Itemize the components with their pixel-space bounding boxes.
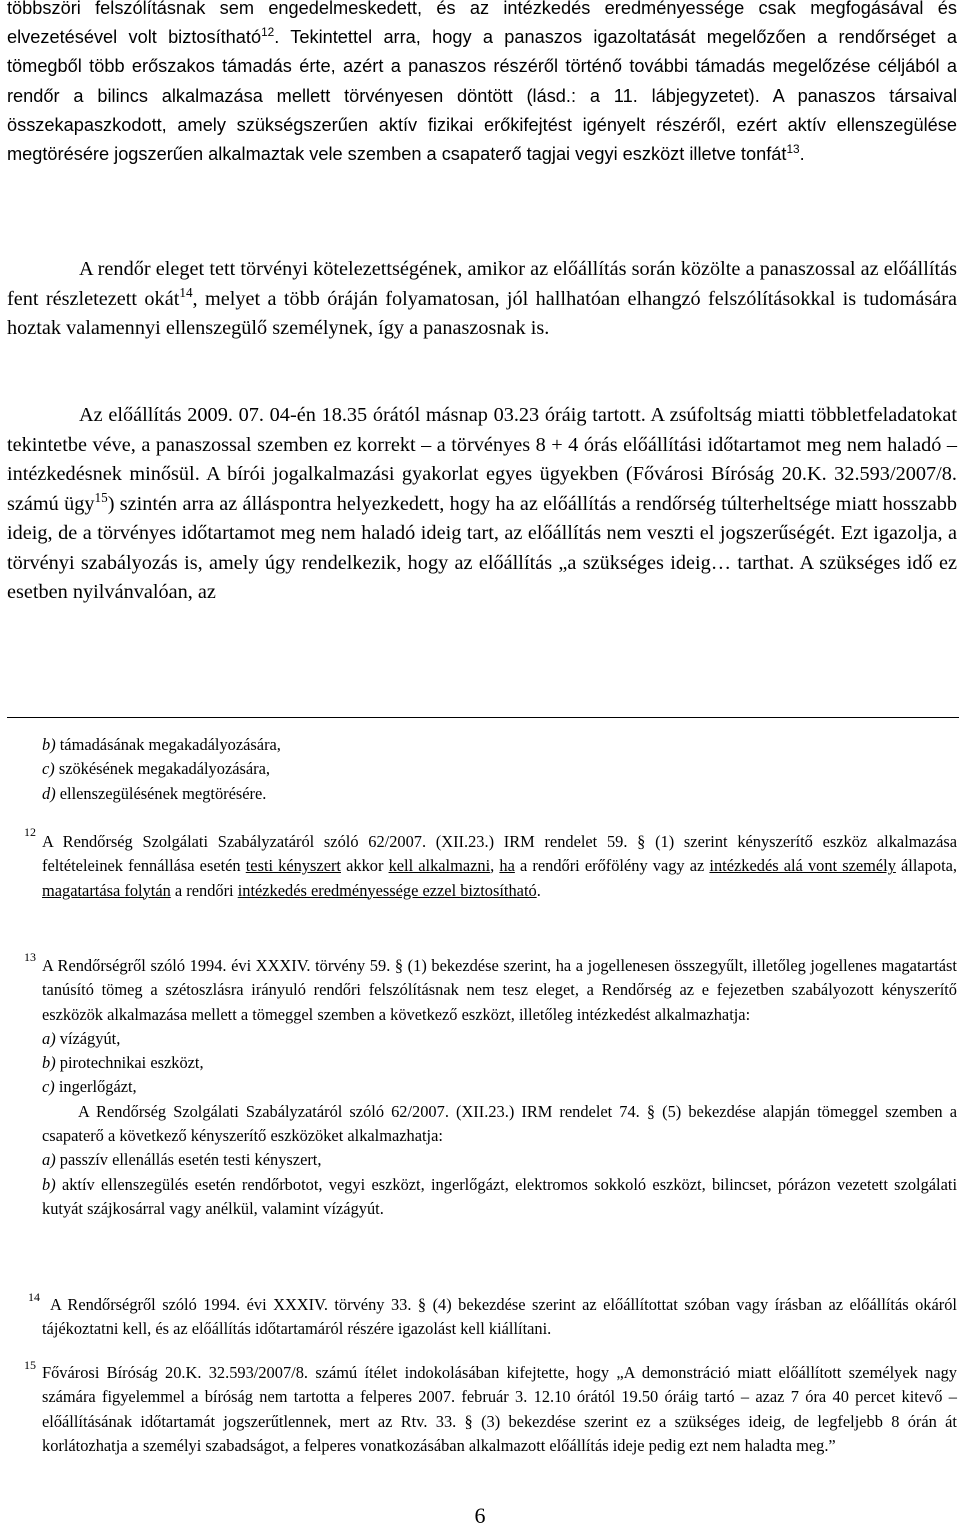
footnote-ref-12: 12 <box>261 25 275 40</box>
footnote-separator <box>7 717 959 718</box>
underlined-text: testi kényszert <box>245 856 341 876</box>
paragraph-3-text-b: ) szintén arra az álláspontra helyezkedett, hogy ha az előállítás a rendőrség túlterheltsége miatt hosszabb ideig, de a törvényes időtartamot meg nem haladó ideig tart, az előállítás nem veszti el jogszerűségét. Ezt igazolja, a törvényi szabályozás is, amely úgy rendelkezik, hogy az előállítás „a szükséges ideig… tarthat. A szükséges idő ez esetben nyilvánvalóan, az <box>7 492 957 603</box>
footnote-12-mark: 12 <box>24 825 36 839</box>
footnote-13 <box>42 954 957 1221</box>
footnote-ref-13: 13 <box>786 141 800 156</box>
continuation-item: b) támadásának megakadályozására, <box>42 735 281 754</box>
footnote-ref-14: 14 <box>179 284 193 300</box>
footnote-13-item: b) aktív ellenszegülés esetén rendőrbotot, vegyi eszközt, ingerlőgázt, elektromos sokkoló eszközt, bilincset, pórázon vezetett szolgálati kutyát szájkosárral vagy anélkül, valamint vízágyút. <box>42 1174 957 1218</box>
footnote-continuation <box>42 733 957 806</box>
paragraph-1-text-c: . <box>799 144 805 165</box>
footnote-15-mark: 15 <box>24 1358 36 1372</box>
footnote-13-item: a) vízágyút, <box>42 1028 121 1048</box>
footnote-13-second: A Rendőrség Szolgálati Szabályzatáról szóló 62/2007. (XII.23.) IRM rendelet 74. § (5) bekezdése alapján tömeggel szemben a csapaterő a következő kényszerítő eszközöket alkalmazhatja: <box>42 1101 957 1146</box>
underlined-text: kell alkalmazni <box>388 856 491 876</box>
paragraph-3 <box>7 401 957 608</box>
footnote-ref-15: 15 <box>94 489 108 505</box>
footnote-14: A Rendőrségről szóló 1994. évi XXXIV. törvény 33. § (4) bekezdése szerint az előállítottat szóban vagy írásban az előállítás okáról tájékoztatni kell, és az előállítás időtartamáról részére igazolást kell kiállítani. <box>42 1295 957 1339</box>
paragraph-3-text-a: Az előállítás 2009. 07. 04-én 18.35 órától másnap 03.23 óráig tartott. A zsúfoltság miatti többletfeladatokat tekintetbe véve, a panaszossal szemben ez korrekt – a törvényes 8 + 4 órás előállítási időtartamot meg nem haladó – intézkedésnek minősül. A bírói jogalkalmazási gyakorlat egyes ügyekben (Fővárosi Bíróság 20.K. 32.593/2007/8. számú ügy <box>7 404 957 515</box>
paragraph-2-text-a: A rendőr eleget tett törvényi kötelezettségének, amikor az előállítás során közölte a panaszossal az előállítás fent részletezett okát <box>7 258 957 310</box>
footnote-13-intro: A Rendőrségről szóló 1994. évi XXXIV. törvény 59. § (1) bekezdése szerint, ha a jogellenesen összegyűlt, illetőleg jogellenes magatartást tanúsító tömeg a szétoszlásra irányuló rendőri felszólításnak nem tesz eleget, a Rendőrség az e fejezetben szabályozott kényszerítő eszközök alkalmazása mellett a tömeggel szemben a következő eszközt, illetőleg intézkedést alkalmazhatja: <box>42 956 957 1024</box>
footnote-12: A Rendőrség Szolgálati Szabályzatáról szóló 62/2007. (XII.23.) IRM rendelet 59. § (1) szerint kényszerítő eszköz alkalmazása feltételeinek fennállása esetén testi kényszert akkor kell alkalmazni, ha a rendőri erőfölény vagy az intézkedés alá vont személy állapota, magatartása folytán a rendőri intézkedés eredményessége ezzel biztosítható. <box>42 832 958 900</box>
underlined-text: ha <box>499 856 515 876</box>
footnote-13-mark: 13 <box>24 950 36 964</box>
continuation-item: c) szökésének megakadályozására, <box>42 759 270 779</box>
footnote-14-mark: 14 <box>28 1290 40 1304</box>
paragraph-2-text-b: , melyet a több óráján folyamatosan, jól hallhatóan elhangzó felszólításokkal is tudomására hoztak valamennyi ellenszegülő személynek, így a panaszosnak is. <box>7 287 957 339</box>
footnote-13-item: a) passzív ellenállás esetén testi kényszert, <box>42 1150 322 1170</box>
paragraph-1-text-a: többszöri felszólításnak sem engedelmeskedett, és az intézkedés eredményessége csak megfogásával és elvezetésével volt biztosítható <box>7 0 957 48</box>
paragraph-1 <box>7 0 957 169</box>
underlined-text: intézkedés alá vont személy <box>709 856 896 876</box>
footnote-13-item: b) pirotechnikai eszközt, <box>42 1053 204 1073</box>
paragraph-1-text-b: . Tekintettel arra, hogy a panaszos igazoltatását megelőzően a rendőrséget a tömegből több erőszakos támadás érte, azért a panaszos részéről történő további támadás megelőzése céljából a rendőr a bilincs alkalmazása mellett törvényesen döntött (lásd.: a 11. lábjegyzetet). A panaszos társaival összekapaszkodott, amely szükségszerűen aktív fizikai erőkifejtést igényelt részéről, ezért aktív ellenszegülése megtörésére jogszerűen alkalmaztak vele szemben a csapaterő tagjai vegyi eszközt illetve tonfát <box>7 27 958 165</box>
footnote-15: Fővárosi Bíróság 20.K. 32.593/2007/8. számú ítélet indokolásában kifejtette, hogy „A demonstráció miatt előállított személyek nagy számára figyelemmel a bíróság nem tartotta a felperes 2007. február 3. 12.10 órától 19.50 óráig tartó – azaz 7 óra 40 percet kitevő – előállításának időtartamát jogszerűtlennek, mert az Rtv. 33. § (3) bekezdése szerint ez a szükséges ideig, de legfeljebb 8 órán át korlátozhatja a személyi szabadságot, a felperes vonatkozásában alkalmazott előállítás ideje pedig ezt nem haladta meg.” <box>42 1363 957 1455</box>
underlined-text: intézkedés eredményessége ezzel biztosítható <box>237 880 537 900</box>
footnote-13-item: c) ingerlőgázt, <box>42 1077 137 1097</box>
page-number: 6 <box>474 1503 486 1528</box>
underlined-text: magatartása folytán <box>42 880 171 900</box>
continuation-item: d) ellenszegülésének megtörésére. <box>42 783 267 803</box>
paragraph-2 <box>7 255 957 344</box>
